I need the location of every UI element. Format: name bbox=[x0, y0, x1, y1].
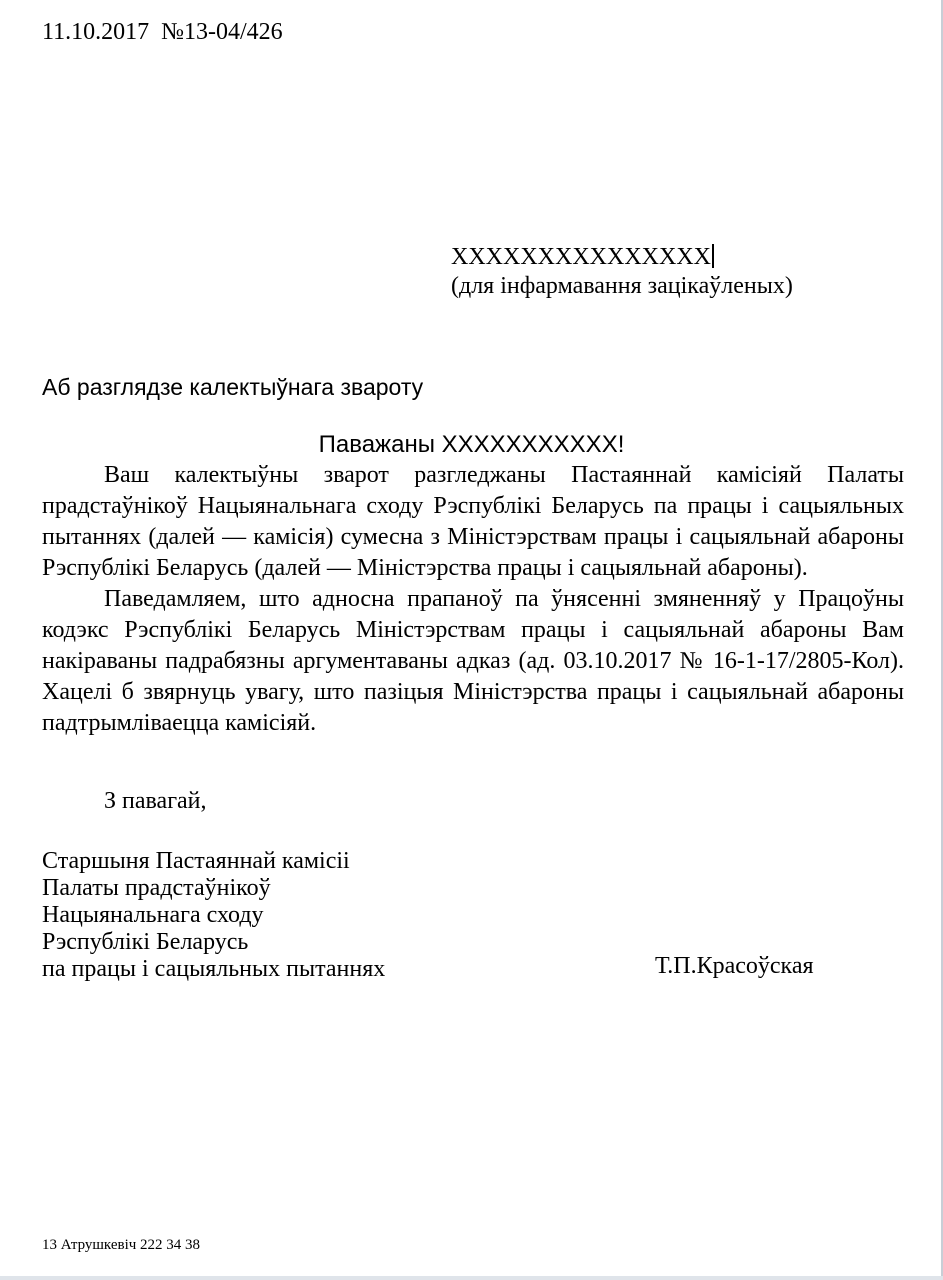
letter-greeting: Паважаны XXXXXXXXXXX! bbox=[318, 431, 625, 458]
signature-title-line: Нацыянальнага сходу bbox=[42, 902, 264, 928]
executor-note: 13 Атрушкевіч 222 34 38 bbox=[42, 1237, 201, 1253]
letter-body bbox=[42, 460, 904, 739]
addressee-note: (для інфармавання зацікаўленых) bbox=[451, 273, 793, 299]
addressee-name bbox=[451, 244, 714, 270]
signature-title-line: Палаты прадстаўнікоў bbox=[42, 875, 271, 901]
document-date: 11.10.2017 bbox=[42, 19, 150, 45]
text-cursor bbox=[712, 244, 714, 268]
signature-title-line: па працы і сацыяльных пытаннях bbox=[42, 956, 386, 982]
page-edge-bottom bbox=[0, 1276, 943, 1280]
letter-subject: Аб разглядзе калектыўнага звароту bbox=[42, 374, 424, 400]
signature-title bbox=[42, 848, 385, 983]
signer-name: Т.П.Красоўская bbox=[655, 953, 814, 979]
document-ref-number: №13-04/426 bbox=[161, 19, 283, 45]
signature-title-line: Рэспублікі Беларусь bbox=[42, 929, 249, 955]
body-paragraph: Ваш калектыўны зварот разгледжаны Пастаяннай камісіяй Палаты прадстаўнікоў Нацыянальнага сходу Рэспублікі Беларусь па працы і сацыяльных пытаннях (далей — камісія) сумесна з Міністэрствам працы і сацыяльнай абароны Рэспублікі Беларусь (далей — Міністэрства працы і сацыяльнай абароны). bbox=[42, 462, 904, 581]
letter-closing: З павагай, bbox=[104, 788, 207, 814]
addressee-name-text: XXXXXXXXXXXXXXX bbox=[451, 244, 711, 270]
signature-title-line: Старшыня Пастаяннай камісіі bbox=[42, 848, 350, 874]
body-paragraph: Паведамляем, што адносна прапаноў па ўнясенні змяненняў у Працоўны кодэкс Рэспублікі Беларусь Міністэрствам працы і сацыяльнай абароны Вам накіраваны падрабязны аргументаваны адказ (ад. 03.10.2017 № 16-1-17/2805-Кол). Хацелі б звярнуць увагу, што пазіцыя Міністэрства працы і сацыяльнай абароны падтрымліваецца камісіяй. bbox=[42, 586, 904, 736]
document-date-ref bbox=[42, 17, 283, 47]
